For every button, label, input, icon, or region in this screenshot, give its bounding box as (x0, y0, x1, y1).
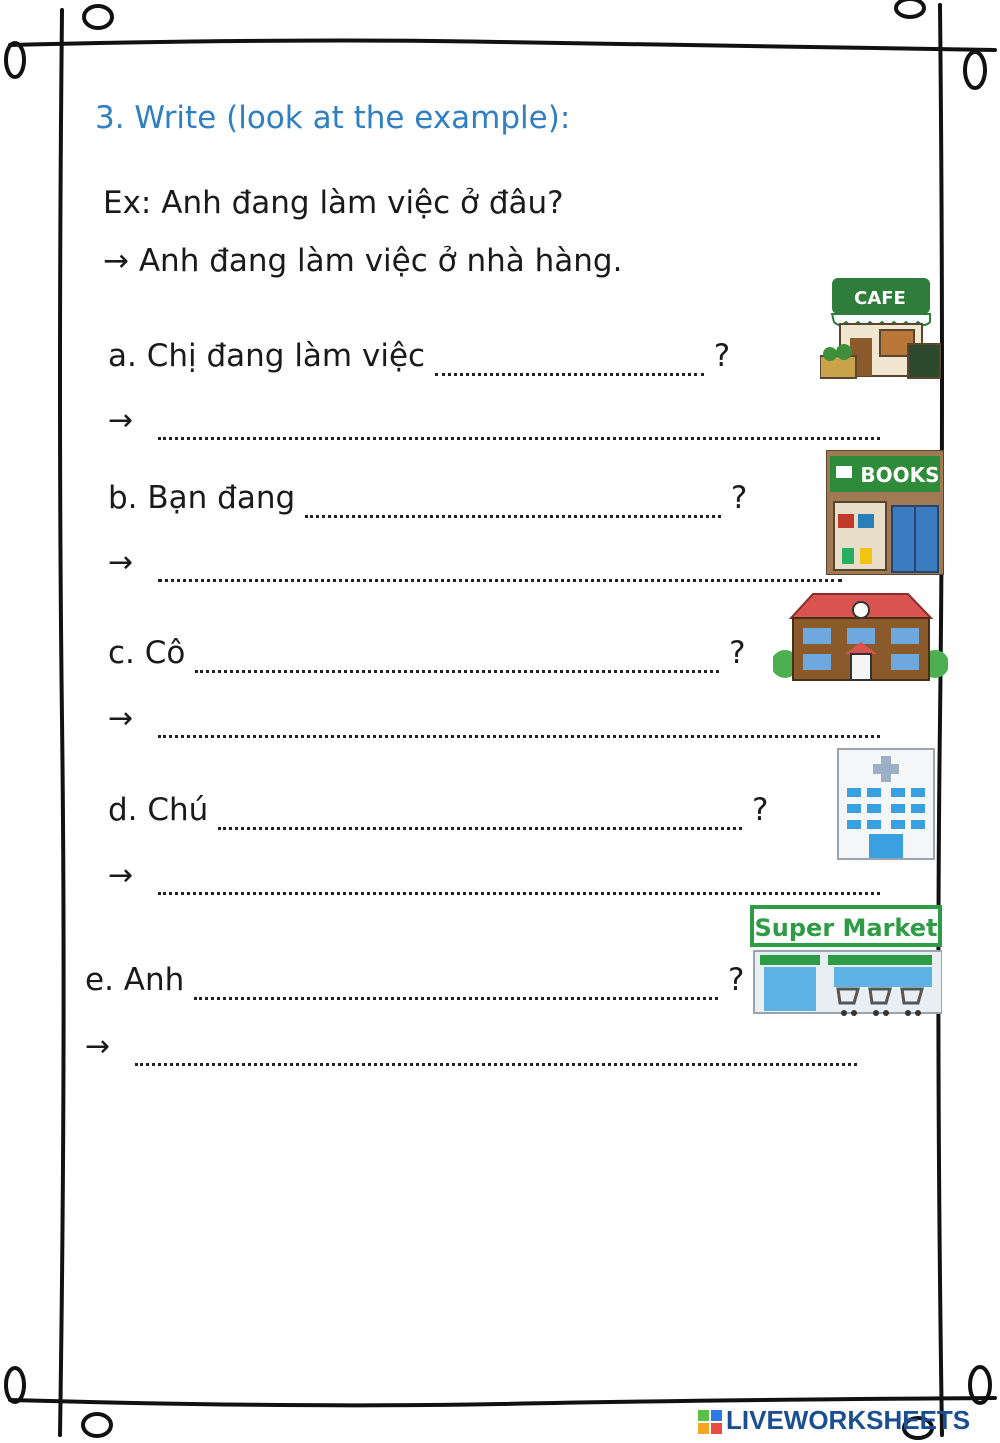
question-b-blank[interactable] (305, 485, 721, 518)
answer-e-input[interactable] (135, 1033, 857, 1066)
answer-b-line (108, 544, 842, 582)
question-e-prompt: e. Anh (85, 962, 185, 998)
supermarket-sign-text: Super Market (754, 914, 938, 942)
question-d (108, 792, 769, 830)
answer-e-line (85, 1028, 857, 1066)
question-c-blank[interactable] (195, 640, 719, 673)
question-mark: ? (730, 480, 748, 516)
arrow-icon: → (108, 858, 134, 893)
school-icon (773, 592, 948, 684)
answer-d-input[interactable] (158, 862, 880, 895)
arrow-icon: → (108, 545, 134, 580)
question-a-prompt: a. Chị đang làm việc (108, 338, 426, 374)
answer-c-line (108, 700, 880, 738)
answer-a-input[interactable] (158, 407, 880, 440)
arrow-icon: → (85, 1029, 111, 1064)
question-b (108, 480, 747, 518)
question-d-prompt: d. Chú (108, 792, 209, 828)
arrow-icon: → (108, 403, 134, 438)
question-mark: ? (752, 792, 769, 828)
example-answer: Anh đang làm việc ở nhà hàng. (138, 243, 623, 279)
question-c (108, 635, 746, 673)
supermarket-icon (750, 905, 942, 1023)
example-answer-line (103, 243, 622, 279)
answer-a-line (108, 402, 880, 440)
question-e (85, 962, 744, 1000)
cafe-icon (820, 278, 950, 388)
exercise-title: 3. Write (look at the example): (95, 100, 571, 136)
question-mark: ? (713, 338, 731, 374)
question-mark: ? (728, 962, 745, 998)
question-a-blank[interactable] (435, 343, 704, 376)
arrow-icon: → (108, 701, 134, 736)
question-c-prompt: c. Cô (108, 635, 186, 671)
question-e-blank[interactable] (194, 967, 718, 1000)
question-mark: ? (729, 635, 746, 671)
arrow-icon: → (103, 243, 129, 279)
question-a (108, 338, 730, 376)
bookstore-icon (826, 450, 944, 575)
books-sign-text: BOOKS (860, 463, 940, 487)
answer-d-line (108, 857, 880, 895)
question-b-prompt: b. Bạn đang (108, 480, 296, 516)
brand-text: LIVEWORKSHEETS (726, 1405, 971, 1435)
example-question: Ex: Anh đang làm việc ở đâu? (103, 185, 564, 221)
answer-c-input[interactable] (158, 705, 880, 738)
answer-b-input[interactable] (158, 549, 842, 582)
question-d-blank[interactable] (218, 797, 742, 830)
hospital-icon (837, 748, 935, 860)
liveworksheets-logo-icon (698, 1410, 722, 1434)
cafe-sign-text: CAFE (854, 288, 906, 309)
